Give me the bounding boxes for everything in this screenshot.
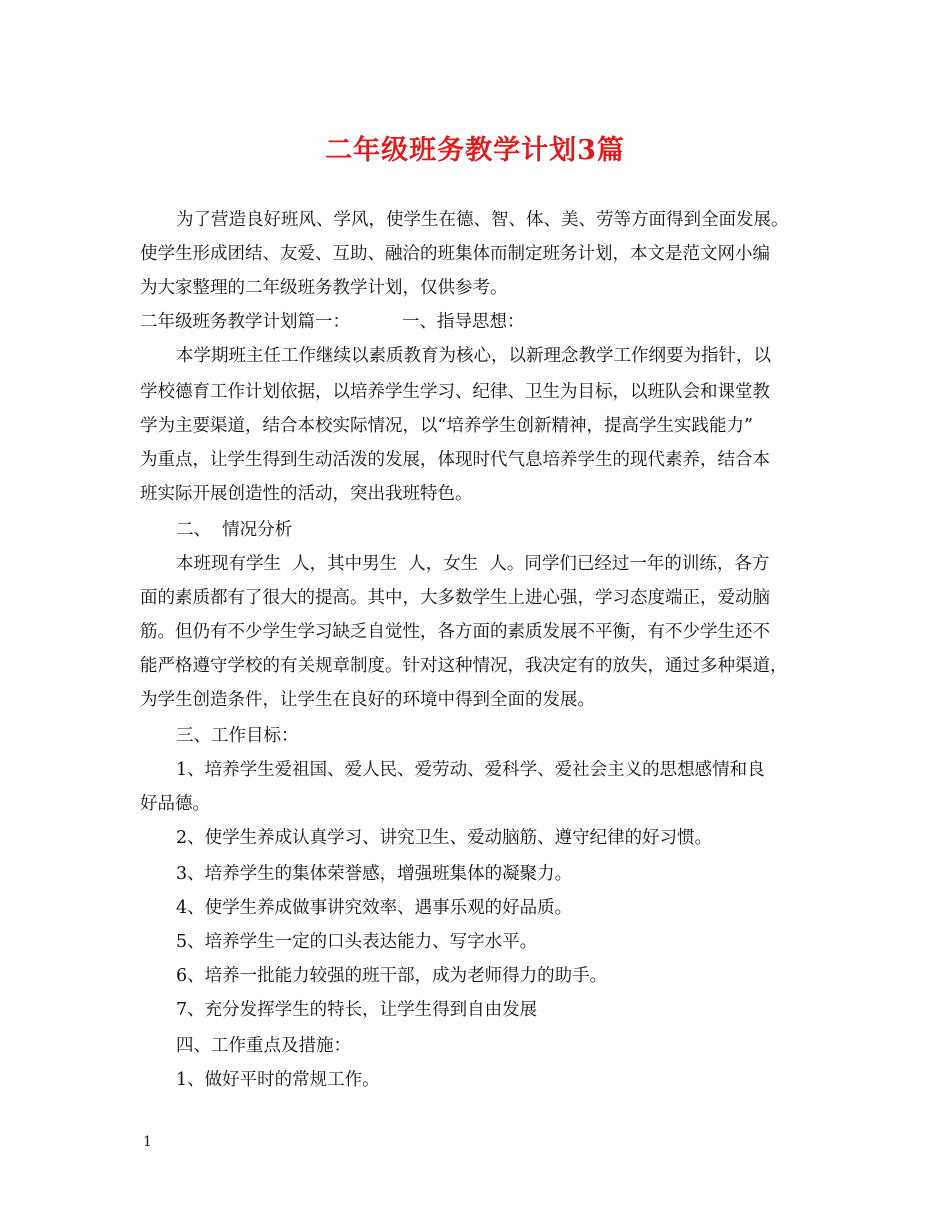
paragraph-line: 面的素质都有了很大的提高。其中，大多数学生上进心强，学习态度端正，爱动脑: [140, 588, 770, 608]
section-heading-line: [140, 310, 525, 334]
paragraph-line: 使学生形成团结、友爱、互助、融洽的班集体而制定班务计划，本文是范文网小编: [140, 244, 770, 264]
list-item: 7、充分发挥学生的特长，让学生得到自由发展: [176, 1000, 538, 1020]
list-item: 3、培养学生的集体荣誉感，增强班集体的凝聚力。: [176, 864, 573, 884]
paragraph-line: 筋。但仍有不少学生学习缺乏自觉性，各方面的素质发展不平衡，有不少学生还不: [140, 622, 770, 642]
paragraph-line: 班实际开展创造性的活动，突出我班特色。: [140, 484, 473, 504]
document-title: 二年级班务教学计划3篇: [325, 135, 625, 166]
paragraph-line: 为大家整理的二年级班务教学计划，仅供参考。: [140, 278, 508, 298]
paragraph-line: 学为主要渠道，结合本校实际情况，以“培养学生创新精神，提高学生实践能力”: [140, 416, 753, 436]
subsection-heading: 一、指导思想：: [402, 312, 525, 332]
subsection-heading: 二、 情况分析: [176, 520, 293, 540]
list-item: 2、使学生养成认真学习、讲究卫生、爱动脑筋、遵守纪律的好习惯。: [176, 828, 713, 848]
list-item: 4、使学生养成做事讲究效率、遇事乐观的好品质。: [176, 898, 573, 918]
paragraph-line: 学校德育工作计划依据，以培养学生学习、纪律、卫生为目标，以班队会和课堂教: [140, 382, 770, 402]
list-item: 5、培养学生一定的口头表达能力、写字水平。: [176, 932, 538, 952]
section-heading: 二年级班务教学计划篇一：: [140, 312, 350, 332]
list-item: 1、培养学生爱祖国、爱人民、爱劳动、爱科学、爱社会主义的思想感情和良: [176, 760, 765, 780]
paragraph-line: 为重点，让学生得到生动活泼的发展，体现时代气息培养学生的现代素养，结合本: [140, 450, 770, 470]
paragraph-line: 为了营造良好班风、学风，使学生在德、智、体、美、劳等方面得到全面发展。: [176, 210, 789, 230]
paragraph-line: 本学期班主任工作继续以素质教育为核心，以新理念教学工作纲要为指针，以: [176, 346, 771, 366]
subsection-heading: 三、工作目标：: [176, 726, 299, 746]
paragraph-line: 本班现有学生 人，其中男生 人，女生 人。同学们已经过一年的训练，各方: [176, 554, 770, 574]
page-number: 1: [143, 1134, 152, 1150]
list-item: 1、做好平时的常规工作。: [176, 1070, 380, 1090]
paragraph-line: 能严格遵守学校的有关规章制度。针对这种情况，我决定有的放失，通过多种渠道，: [140, 656, 788, 676]
paragraph-line: 为学生创造条件，让学生在良好的环境中得到全面的发展。: [140, 690, 595, 710]
list-item-continuation: 好品德。: [140, 794, 210, 814]
list-item: 6、培养一批能力较强的班干部，成为老师得力的助手。: [176, 966, 608, 986]
subsection-heading: 四、工作重点及措施：: [176, 1036, 351, 1056]
